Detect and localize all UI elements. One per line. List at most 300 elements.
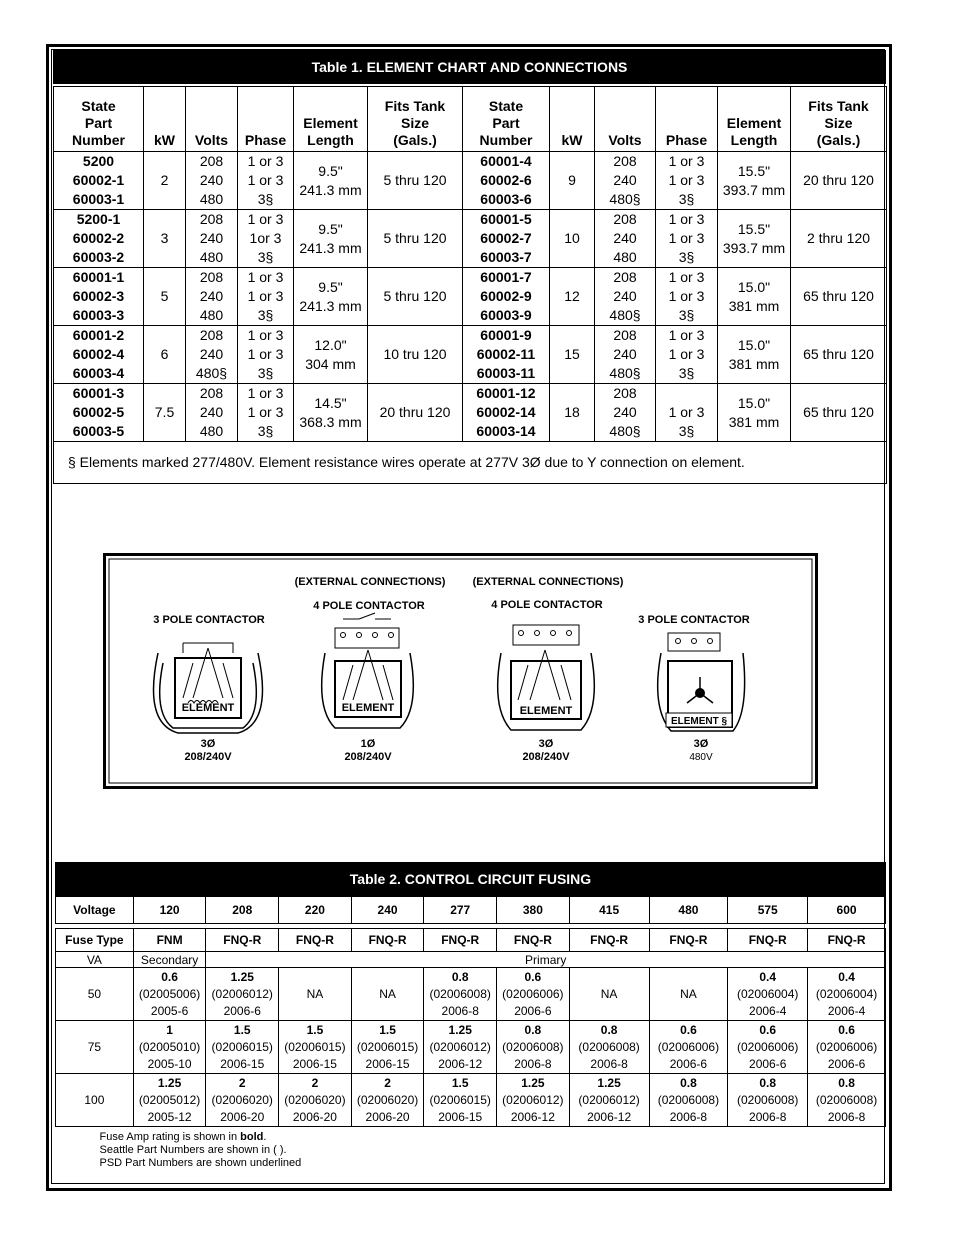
phase-cell-line: 3§	[678, 307, 695, 323]
phase-cell-line: 3§	[678, 191, 695, 207]
psd-part: 2005-12	[147, 1109, 192, 1124]
table1-header-line: Number	[72, 132, 125, 148]
fuse-amp: 1.5	[306, 1022, 324, 1037]
fusing-cell	[279, 1021, 352, 1074]
volts-cell	[186, 326, 238, 384]
tank-size-cell: 20 thru 120	[791, 152, 887, 210]
volts-cell-line: 208	[613, 153, 637, 169]
volts-cell-line: 208	[199, 211, 224, 227]
part-number-cell-line: 60001-7	[480, 269, 532, 285]
seattle-part: (02005012)	[138, 1092, 201, 1107]
external-connections-label-1: (EXTERNAL CONNECTIONS)	[294, 576, 446, 588]
fuse-amp: 0.4	[838, 969, 855, 984]
fusing-cell	[728, 968, 808, 1021]
psd-part: 2006-4	[749, 1003, 787, 1018]
voltage-label: Voltage	[56, 897, 134, 924]
voltage-cell: 600	[808, 897, 886, 924]
panel3-element-label: ELEMENT	[519, 705, 573, 717]
volts-cell-line: 208	[613, 269, 637, 285]
volts-cell-line: 480	[613, 249, 637, 265]
table2-footnotes	[56, 1127, 886, 1190]
element-chart-table	[53, 86, 887, 484]
seattle-part: (02006008)	[429, 986, 491, 1001]
element-length-cell-line: 15.0"	[737, 336, 771, 353]
kw-cell: 10	[550, 210, 595, 268]
table1-header-line: State	[488, 98, 524, 114]
volts-cell	[186, 384, 238, 442]
table1-header-line: Length	[307, 132, 354, 148]
tank-size-cell: 5 thru 120	[368, 152, 463, 210]
part-number-cell-line: 60002-14	[476, 404, 536, 420]
seattle-part: (02006006)	[657, 1039, 720, 1054]
table1-header-line: Fits Tank	[808, 98, 869, 114]
fusing-cell	[569, 1021, 649, 1074]
table1-header-line: State	[81, 98, 116, 114]
table1-header-line: Volts	[194, 132, 229, 148]
fusing-cell	[133, 1074, 206, 1127]
panel4-contactor-label: 3 POLE CONTACTOR	[638, 614, 750, 626]
table1-header-line: Size	[400, 115, 429, 131]
phase-cell-line: 1 or 3	[247, 346, 284, 362]
volts-cell	[186, 210, 238, 268]
element-length-cell-line: 368.3 mm	[299, 413, 362, 430]
voltage-row	[56, 897, 886, 924]
external-connections-label-2: (EXTERNAL CONNECTIONS)	[472, 576, 624, 588]
fuse-amp: 0.8	[600, 1022, 618, 1037]
part-number-cell	[54, 326, 144, 384]
phase-cell	[656, 152, 718, 210]
part-number-cell-line: 60002-1	[72, 172, 125, 188]
panel3-phase: 3Ø	[538, 738, 554, 750]
fusing-cell	[497, 1074, 570, 1127]
fuse-type-cell: FNQ-R	[728, 929, 808, 952]
element-length-cell-line: 381 mm	[728, 413, 780, 430]
psd-part: 2005-10	[147, 1056, 192, 1071]
element-length-cell	[294, 152, 368, 210]
fuse-type-cell: FNQ-R	[569, 929, 649, 952]
kw-cell: 2	[144, 152, 186, 210]
kw-cell: 18	[550, 384, 595, 442]
kw-cell: 5	[144, 268, 186, 326]
volts-cell-line: 240	[199, 230, 224, 246]
part-number-cell-line: 60003-11	[476, 365, 536, 381]
psd-part: 2006-12	[510, 1109, 555, 1124]
part-number-cell-line: 60001-1	[72, 269, 125, 285]
kw-cell: 9	[550, 152, 595, 210]
voltage-cell: 575	[728, 897, 808, 924]
psd-part: 2006-20	[220, 1109, 265, 1124]
table1-header-line: Length	[730, 132, 778, 148]
volts-cell-line: 480§	[609, 423, 641, 439]
fuse-amp: 2	[311, 1075, 319, 1090]
table1-header-5	[368, 87, 463, 152]
table1-header-line: Phase	[244, 132, 287, 148]
part-number-cell	[54, 268, 144, 326]
tank-size-cell: 65 thru 120	[791, 384, 887, 442]
seattle-part: (02006006)	[502, 986, 564, 1001]
psd-part: 2006-15	[292, 1056, 337, 1071]
panel4-voltage: 480V	[689, 752, 713, 763]
fuse-type-label: Fuse Type	[56, 929, 134, 952]
fusing-cell	[569, 1074, 649, 1127]
fuse-amp: 1	[166, 1022, 173, 1037]
fuse-amp: 0.4	[759, 969, 777, 984]
part-number-cell-line: 60002-7	[480, 230, 532, 246]
part-number-cell-line: 60003-2	[72, 249, 125, 265]
element-length-cell-line: 241.3 mm	[299, 181, 362, 198]
volts-cell	[186, 152, 238, 210]
volts-cell-line: 480§	[609, 191, 641, 207]
element-length-cell-line: 9.5"	[318, 278, 343, 295]
fusing-row	[56, 1074, 886, 1127]
seattle-part: (02006012)	[211, 986, 273, 1001]
phase-cell	[656, 326, 718, 384]
fusing-cell: NA	[569, 968, 649, 1021]
fusing-cell	[649, 1074, 728, 1127]
va-cell: 75	[56, 1021, 134, 1074]
phase-cell-line: 3§	[257, 365, 274, 381]
table1-header-7	[550, 87, 595, 152]
seattle-part: (02006020)	[356, 1092, 419, 1107]
volts-cell-line: 480§	[609, 307, 641, 323]
volts-cell	[595, 152, 656, 210]
fuse-type-cell: FNQ-R	[649, 929, 728, 952]
va-label: VA	[56, 952, 134, 968]
phase-cell-line	[658, 384, 715, 403]
seattle-part: (02006015)	[356, 1039, 419, 1054]
fusing-cell	[424, 1021, 497, 1074]
part-number-cell-line: 60001-12	[476, 385, 536, 401]
table1-header-9	[656, 87, 718, 152]
control-circuit-fusing-table	[55, 896, 886, 1189]
phase-cell-line: 1or 3	[249, 230, 282, 246]
element-length-cell	[718, 210, 791, 268]
psd-part: 2006-12	[587, 1109, 632, 1124]
element-length-cell	[294, 384, 368, 442]
table1-header-10	[718, 87, 791, 152]
secondary-label: Secondary	[133, 952, 206, 968]
seattle-part: (02006004)	[737, 986, 799, 1001]
seattle-part: (02006015)	[211, 1039, 273, 1054]
volts-cell-line: 240	[199, 346, 224, 362]
phase-cell-line: 1 or 3	[668, 327, 705, 343]
seattle-part: (02006012)	[578, 1092, 640, 1107]
fusing-cell	[808, 968, 886, 1021]
volts-cell-line: 208	[199, 385, 224, 401]
table1-header-line: Part	[492, 115, 520, 131]
volts-cell	[595, 384, 656, 442]
fuse-amp: 0.6	[161, 969, 178, 984]
part-number-cell-line: 60003-5	[72, 423, 125, 439]
fuse-type-cell: FNM	[133, 929, 206, 952]
fuse-amp: 1.5	[233, 1022, 251, 1037]
table1-note: § Elements marked 277/480V. Element resistance wires operate at 277V 3Ø due to Y connection on element.	[54, 442, 887, 484]
phase-cell-line: 1 or 3	[247, 327, 284, 343]
fusing-cell	[351, 1021, 424, 1074]
part-number-cell	[463, 152, 550, 210]
volts-cell-line: 240	[613, 346, 637, 362]
seattle-part: (02006008)	[502, 1039, 564, 1054]
element-length-cell-line: 9.5"	[318, 162, 343, 179]
volts-cell-line: 480§	[195, 365, 228, 381]
tank-size-cell: 5 thru 120	[368, 210, 463, 268]
psd-part: 2006-8	[590, 1056, 628, 1071]
table1-row	[54, 152, 887, 210]
table1-title: Table 1. ELEMENT CHART AND CONNECTIONS	[53, 50, 886, 84]
phase-cell-line: 1 or 3	[668, 269, 705, 285]
seattle-part: (02006006)	[737, 1039, 799, 1054]
voltage-cell: 240	[351, 897, 424, 924]
table1-header-line: (Gals.)	[393, 132, 437, 148]
psd-part: 2006-8	[827, 1109, 866, 1124]
voltage-cell: 277	[424, 897, 497, 924]
volts-cell-line: 480	[199, 307, 224, 323]
phase-cell	[238, 210, 294, 268]
phase-cell-line: 1 or 3	[668, 346, 705, 362]
panel1-voltage: 208/240V	[184, 751, 232, 763]
table1-row	[54, 210, 887, 268]
fuse-amp: 2	[238, 1075, 246, 1090]
element-length-cell-line: 9.5"	[318, 220, 343, 237]
part-number-cell-line: 5200	[82, 153, 115, 169]
fusing-cell: NA	[279, 968, 352, 1021]
seattle-part: (02006012)	[429, 1039, 491, 1054]
psd-part: 2006-8	[514, 1056, 552, 1071]
element-length-cell-line: 15.5"	[737, 162, 771, 179]
footnote-seattle: Seattle Part Numbers are shown in ( ).	[99, 1144, 287, 1156]
element-length-cell-line: 15.5"	[737, 220, 771, 237]
fuse-amp: 1.25	[448, 1022, 472, 1037]
element-length-cell-line: 241.3 mm	[299, 239, 362, 256]
element-length-cell	[294, 210, 368, 268]
tank-size-cell: 10 tru 120	[368, 326, 463, 384]
fusing-cell	[279, 1074, 352, 1127]
table1-row	[54, 384, 887, 442]
footnote-bold: Fuse Amp rating is shown in bold.	[99, 1131, 267, 1143]
fusing-cell	[351, 1074, 424, 1127]
seattle-part: (02006020)	[211, 1092, 273, 1107]
volts-cell-line: 240	[613, 230, 637, 246]
fusing-cell	[133, 968, 206, 1021]
fusing-cell	[206, 968, 279, 1021]
part-number-cell-line: 60001-2	[72, 327, 125, 343]
fuse-amp: 1.25	[157, 1075, 182, 1090]
psd-part: 2006-8	[749, 1109, 787, 1124]
volts-cell	[595, 326, 656, 384]
fuse-type-cell: FNQ-R	[351, 929, 424, 952]
table1-header-6	[463, 87, 550, 152]
table1-header-line: Fits Tank	[384, 98, 446, 114]
part-number-cell-line: 60003-3	[72, 307, 125, 323]
panel2-contactor-label: 4 POLE CONTACTOR	[313, 600, 425, 612]
va-cell: 100	[56, 1074, 134, 1127]
kw-cell: 7.5	[144, 384, 186, 442]
phase-cell-line: 3§	[678, 423, 695, 439]
fusing-cell	[497, 968, 570, 1021]
table1-header-3	[238, 87, 294, 152]
fusing-cell	[206, 1021, 279, 1074]
phase-cell-line: 3§	[257, 423, 274, 439]
volts-cell-line: 208	[613, 211, 637, 227]
psd-part: 2006-4	[827, 1003, 866, 1018]
fuse-type-cell: FNQ-R	[206, 929, 279, 952]
psd-part: 2006-20	[292, 1109, 337, 1124]
part-number-cell-line: 60002-5	[72, 404, 125, 420]
primary-label: Primary	[206, 952, 886, 968]
volts-cell	[595, 268, 656, 326]
phase-cell	[238, 152, 294, 210]
panel1-element-label: ELEMENT	[181, 702, 235, 714]
volts-cell-line: 208	[613, 327, 637, 343]
phase-cell	[238, 384, 294, 442]
psd-part: 2006-20	[365, 1109, 410, 1124]
panel2-phase: 1Ø	[360, 738, 376, 750]
part-number-cell-line: 60003-1	[72, 191, 125, 207]
seattle-part: (02005010)	[138, 1039, 201, 1054]
seattle-part: (02006012)	[502, 1092, 564, 1107]
psd-part: 2005-6	[150, 1003, 189, 1018]
fusing-cell	[424, 968, 497, 1021]
seattle-part: (02006008)	[657, 1092, 720, 1107]
phase-cell-line: 3§	[257, 249, 274, 265]
tank-size-cell: 20 thru 120	[368, 384, 463, 442]
phase-cell-line: 1 or 3	[247, 288, 284, 304]
part-number-cell-line: 60001-5	[480, 211, 532, 227]
volts-cell-line: 240	[613, 288, 637, 304]
part-number-cell	[54, 210, 144, 268]
psd-part: 2006-12	[438, 1056, 483, 1071]
element-length-cell	[294, 326, 368, 384]
phase-cell-line: 3§	[678, 249, 695, 265]
table1-header-line: Part	[84, 115, 113, 131]
fusing-cell	[728, 1021, 808, 1074]
kw-cell: 6	[144, 326, 186, 384]
seattle-part: (02006015)	[429, 1092, 491, 1107]
part-number-cell	[54, 384, 144, 442]
table1-note-row	[54, 442, 887, 484]
table1-header-2	[186, 87, 238, 152]
element-length-cell	[718, 152, 791, 210]
part-number-cell-line: 60002-2	[72, 230, 125, 246]
seattle-part: (02006008)	[737, 1092, 799, 1107]
volts-cell	[595, 210, 656, 268]
phase-cell-line: 1 or 3	[247, 404, 284, 420]
table1-header-line: Element	[303, 115, 358, 131]
panel2-voltage: 208/240V	[344, 751, 392, 763]
part-number-cell-line: 60002-6	[480, 172, 532, 188]
volts-cell-line: 208	[199, 327, 224, 343]
tank-size-cell: 65 thru 120	[791, 268, 887, 326]
voltage-cell: 380	[497, 897, 570, 924]
fuse-amp: 0.8	[759, 1075, 777, 1090]
table1-header-11	[791, 87, 887, 152]
volts-cell-line: 208	[199, 269, 224, 285]
fusing-cell	[649, 1021, 728, 1074]
voltage-cell: 120	[133, 897, 206, 924]
fusing-cell	[424, 1074, 497, 1127]
phase-cell-line: 1 or 3	[247, 172, 284, 188]
element-length-cell-line: 304 mm	[305, 355, 356, 372]
part-number-cell-line: 60003-14	[476, 423, 536, 439]
part-number-cell	[463, 384, 550, 442]
phase-cell-line: 1 or 3	[247, 385, 284, 401]
seattle-part: (02006015)	[284, 1039, 346, 1054]
fusing-cell	[497, 1021, 570, 1074]
phase-cell	[238, 268, 294, 326]
fuse-type-cell: FNQ-R	[279, 929, 352, 952]
part-number-cell-line: 60003-6	[480, 191, 532, 207]
volts-cell-line: 240	[199, 172, 224, 188]
element-length-cell	[718, 326, 791, 384]
panel2-element-label: ELEMENT	[341, 702, 395, 714]
table1-row	[54, 268, 887, 326]
footnote-psd: PSD Part Numbers are shown underlined	[99, 1157, 302, 1169]
table2-title: Table 2. CONTROL CIRCUIT FUSING	[55, 862, 886, 896]
part-number-cell	[463, 326, 550, 384]
fuse-amp: 1.25	[521, 1075, 545, 1090]
volts-cell-line: 240	[199, 288, 224, 304]
fuse-amp: 0.8	[680, 1075, 697, 1090]
va-row	[56, 952, 886, 968]
part-number-cell-line: 60002-4	[72, 346, 125, 362]
element-length-cell	[294, 268, 368, 326]
part-number-cell	[54, 152, 144, 210]
fusing-cell	[133, 1021, 206, 1074]
fuse-amp: 1.25	[230, 969, 254, 984]
volts-cell	[186, 268, 238, 326]
fuse-amp: 1.5	[451, 1075, 469, 1090]
volts-cell-line: 240	[613, 172, 637, 188]
seattle-part: (02005006)	[138, 986, 201, 1001]
part-number-cell-line: 60002-9	[480, 288, 532, 304]
tank-size-cell: 65 thru 120	[791, 326, 887, 384]
fuse-amp: 0.6	[524, 969, 542, 984]
psd-part: 2006-15	[220, 1056, 265, 1071]
phase-cell-line: 1 or 3	[668, 288, 705, 304]
part-number-cell-line: 60001-4	[480, 153, 532, 169]
fuse-amp: 0.8	[524, 1022, 542, 1037]
element-length-cell-line: 15.0"	[737, 278, 771, 295]
phase-cell-line: 1 or 3	[668, 172, 705, 188]
fuse-amp: 2	[384, 1075, 391, 1090]
fusing-row	[56, 968, 886, 1021]
table1-header-1	[144, 87, 186, 152]
table1-header-line: Number	[479, 132, 533, 148]
kw-cell: 12	[550, 268, 595, 326]
seattle-part: (02006020)	[284, 1092, 346, 1107]
phase-cell	[656, 268, 718, 326]
panel3-voltage: 208/240V	[522, 751, 570, 763]
part-number-cell	[463, 268, 550, 326]
fuse-amp: 1.25	[597, 1075, 621, 1090]
fuse-type-cell: FNQ-R	[497, 929, 570, 952]
seattle-part: (02006008)	[815, 1092, 878, 1107]
panel1-phase: 3Ø	[200, 738, 216, 750]
volts-cell-line: 480	[199, 423, 224, 439]
phase-cell-line: 1 or 3	[247, 269, 284, 285]
element-length-cell-line: 12.0"	[314, 336, 347, 353]
panel1-contactor-label: 3 POLE CONTACTOR	[153, 614, 265, 626]
element-length-cell	[718, 268, 791, 326]
element-length-cell-line: 241.3 mm	[299, 297, 362, 314]
table1-header-line: (Gals.)	[816, 132, 861, 148]
seattle-part: (02006004)	[815, 986, 878, 1001]
fuse-amp: 1.5	[379, 1022, 396, 1037]
fusing-cell: NA	[649, 968, 728, 1021]
fuse-amp: 0.6	[680, 1022, 697, 1037]
element-length-cell-line: 393.7 mm	[722, 239, 786, 256]
fuse-amp: 0.6	[838, 1022, 855, 1037]
